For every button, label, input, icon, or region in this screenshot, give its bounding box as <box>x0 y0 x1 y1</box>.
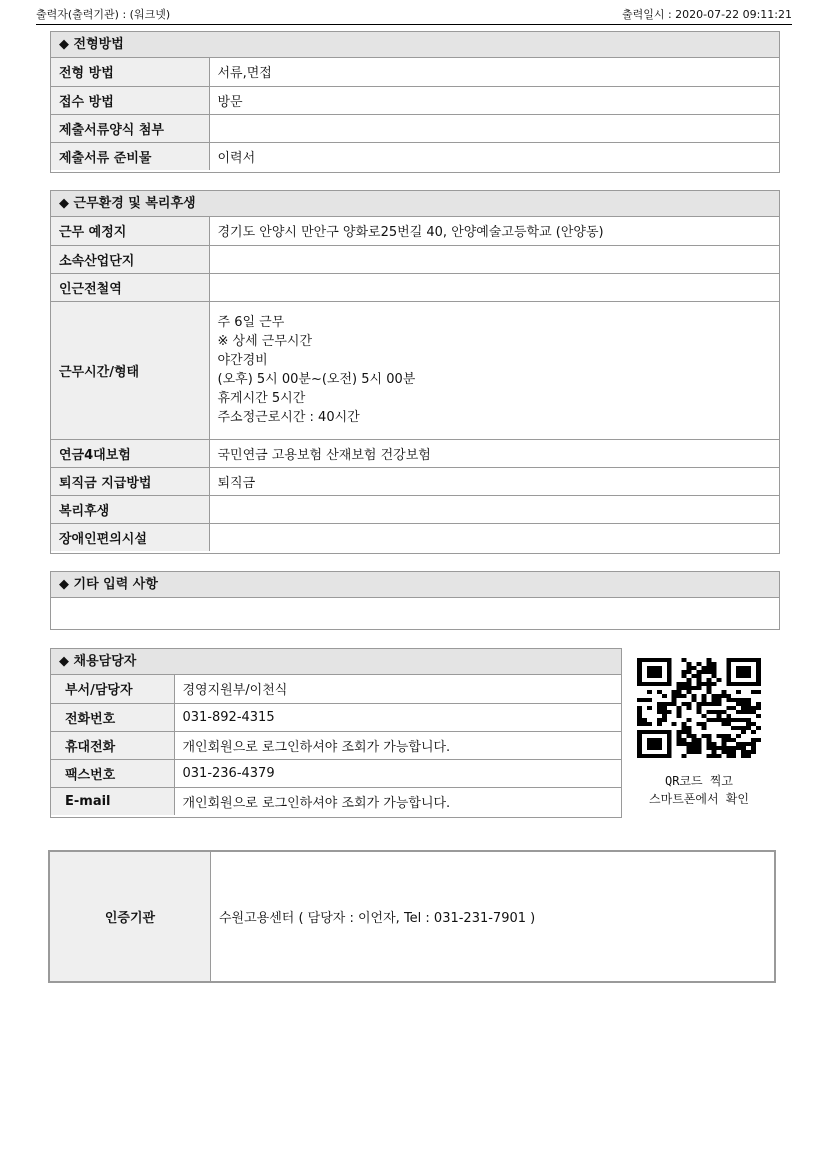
table-row <box>51 787 621 815</box>
work-table <box>51 217 779 551</box>
table-row <box>51 759 621 787</box>
etc-value <box>51 598 779 626</box>
hours-line: 휴게시간 5시간 <box>217 391 306 406</box>
qr-caption-line: QR코드 찍고 <box>664 774 734 788</box>
section-title: ◆ 근무환경 및 복리후생 <box>51 191 779 217</box>
welfare-label: 복리후생 <box>51 495 209 523</box>
printer-info: 출력자(출력기관) : (워크넷) <box>36 8 171 21</box>
table-row <box>51 142 779 170</box>
row-value: 031-236-4379 <box>174 759 621 787</box>
certification-section <box>48 850 776 983</box>
hours-label: 근무시간/형태 <box>51 301 209 439</box>
work-environment-section <box>50 190 780 554</box>
header-divider <box>36 24 792 25</box>
cert-value: 수원고용센터 ( 담당자 : 이언자, Tel : 031-231-7901 ) <box>219 911 536 926</box>
table-row <box>51 731 621 759</box>
location-value: 경기도 안양시 만안구 양화로25번길 40, 안양예술고등학교 (안양동) <box>209 217 779 245</box>
contact-table <box>51 675 621 815</box>
row-label: 제출서류 준비물 <box>51 142 209 170</box>
table-row <box>51 439 779 467</box>
qr-caption-line: 스마트폰에서 확인 <box>649 792 749 806</box>
row-label: 접수 방법 <box>51 86 209 114</box>
contact-section <box>50 648 622 818</box>
qr-block <box>636 658 762 808</box>
disabled-facilities-label: 장애인편의시설 <box>51 523 209 551</box>
hours-line: 주 6일 근무 <box>217 315 285 330</box>
hours-line: (오후) 5시 00분~(오전) 5시 00분 <box>217 372 416 387</box>
table-row <box>51 467 779 495</box>
table-row <box>51 114 779 142</box>
table-row <box>51 245 779 273</box>
subway-value <box>209 273 779 301</box>
row-label: E-mail <box>51 787 174 815</box>
print-datetime: 출력일시 : 2020-07-22 09:11:21 <box>621 8 792 21</box>
row-label: 휴대전화 <box>51 731 174 759</box>
row-label: 전화번호 <box>51 703 174 731</box>
severance-label: 퇴직금 지급방법 <box>51 467 209 495</box>
qr-caption <box>636 772 762 808</box>
row-label: 제출서류양식 첨부 <box>51 114 209 142</box>
table-row <box>51 273 779 301</box>
row-value: 이력서 <box>209 142 779 170</box>
qr-code-icon[interactable] <box>637 658 761 758</box>
selection-method-section <box>50 31 780 173</box>
row-value: 개인회원으로 로그인하셔야 조회가 가능합니다. <box>174 787 621 815</box>
table-row <box>51 703 621 731</box>
row-label: 전형 방법 <box>51 58 209 86</box>
insurance-value: 국민연금 고용보험 산재보험 건강보험 <box>209 439 779 467</box>
row-value: 경영지원부/이천식 <box>174 675 621 703</box>
hours-line: 야간경비 <box>217 353 268 368</box>
table-row <box>51 217 779 245</box>
row-value: 서류,면접 <box>209 58 779 86</box>
row-value <box>209 114 779 142</box>
section-title: ◆ 채용담당자 <box>51 649 621 675</box>
table-row <box>51 301 779 439</box>
section-title: ◆ 전형방법 <box>51 32 779 58</box>
hours-line: 주소정근로시간 : 40시간 <box>217 410 360 425</box>
industrial-value <box>209 245 779 273</box>
row-value: 개인회원으로 로그인하셔야 조회가 가능합니다. <box>174 731 621 759</box>
table-row <box>51 675 621 703</box>
table-row <box>51 58 779 86</box>
severance-value: 퇴직금 <box>209 467 779 495</box>
location-label: 근무 예정지 <box>51 217 209 245</box>
row-label: 팩스번호 <box>51 759 174 787</box>
welfare-value <box>209 495 779 523</box>
insurance-label: 연금4대보험 <box>51 439 209 467</box>
row-value: 방문 <box>209 86 779 114</box>
hours-value <box>209 301 779 439</box>
table-row <box>51 523 779 551</box>
print-header <box>36 6 792 24</box>
etc-section <box>50 571 780 630</box>
industrial-label: 소속산업단지 <box>51 245 209 273</box>
row-value: 031-892-4315 <box>174 703 621 731</box>
section-title: ◆ 기타 입력 사항 <box>51 572 779 598</box>
table-row <box>51 86 779 114</box>
disabled-facilities-value <box>209 523 779 551</box>
cert-label: 인증기관 <box>50 852 211 981</box>
subway-label: 인근전철역 <box>51 273 209 301</box>
selection-table <box>51 58 779 170</box>
row-label: 부서/담당자 <box>51 675 174 703</box>
table-row <box>51 495 779 523</box>
hours-line: ※ 상세 근무시간 <box>217 334 313 349</box>
